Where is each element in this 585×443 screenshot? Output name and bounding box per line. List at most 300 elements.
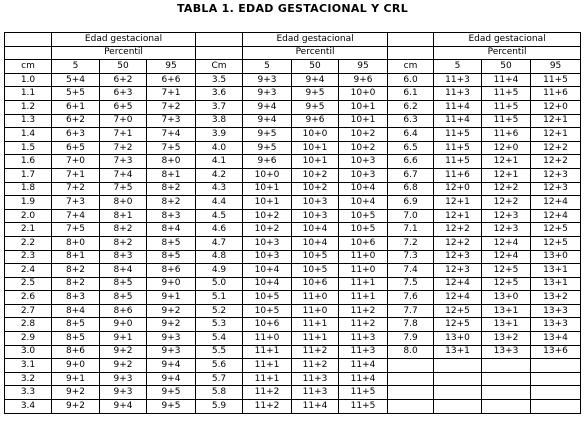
cm-cell: 6.0 bbox=[388, 73, 434, 87]
table-row bbox=[5, 400, 581, 414]
p50-cell: 11+0 bbox=[292, 291, 339, 305]
p50-cell: 12+2 bbox=[482, 196, 531, 210]
cm-cell: 2.3 bbox=[5, 250, 52, 264]
p50-cell: 11+0 bbox=[292, 304, 339, 318]
p5-cell: 7+3 bbox=[52, 196, 100, 210]
p95-cell: 11+1 bbox=[339, 291, 388, 305]
p50-cell: 6+2 bbox=[100, 73, 147, 87]
cm-cell: 7.6 bbox=[388, 291, 434, 305]
cm-cell: 3.7 bbox=[196, 100, 243, 114]
p95-cell: 11+3 bbox=[339, 345, 388, 359]
cm-cell: 4.7 bbox=[196, 236, 243, 250]
p5-cell: 12+2 bbox=[434, 236, 482, 250]
p5-cell: 7+1 bbox=[52, 168, 100, 182]
p50-cell: 11+1 bbox=[292, 332, 339, 346]
p50-cell: 12+4 bbox=[482, 236, 531, 250]
table-row bbox=[5, 155, 581, 169]
p5-cell: 12+5 bbox=[434, 318, 482, 332]
p95-cell: 11+6 bbox=[531, 87, 581, 101]
p5-cell: 10+3 bbox=[243, 236, 292, 250]
p5-cell: 11+4 bbox=[434, 100, 482, 114]
empty-cell bbox=[482, 359, 531, 373]
p5-cell: 11+5 bbox=[434, 141, 482, 155]
p50-cell: 11+3 bbox=[292, 386, 339, 400]
empty-cell bbox=[482, 372, 531, 386]
p95-cell: 9+5 bbox=[147, 400, 196, 414]
p5-cell: 6+1 bbox=[52, 100, 100, 114]
cm-cell: 3.0 bbox=[5, 345, 52, 359]
p5-cell: 11+1 bbox=[243, 359, 292, 373]
cm-cell: 1.7 bbox=[5, 168, 52, 182]
cm-cell: 5.8 bbox=[196, 386, 243, 400]
p95-cell: 10+3 bbox=[339, 155, 388, 169]
p95-cell: 9+3 bbox=[147, 332, 196, 346]
p5-cell: 12+4 bbox=[434, 277, 482, 291]
p95-cell: 11+2 bbox=[339, 318, 388, 332]
cm-cell: 8.0 bbox=[388, 345, 434, 359]
p5-cell: 11+0 bbox=[243, 332, 292, 346]
p95-cell: 8+0 bbox=[147, 155, 196, 169]
p95-cell: 13+6 bbox=[531, 345, 581, 359]
p5-cell: 6+3 bbox=[52, 128, 100, 142]
p5-cell: 7+4 bbox=[52, 209, 100, 223]
cm-cell: 7.7 bbox=[388, 304, 434, 318]
p95-cell: 12+0 bbox=[531, 100, 581, 114]
cm-cell: 6.7 bbox=[388, 168, 434, 182]
p50-cell: 10+5 bbox=[292, 264, 339, 278]
cm-cell: 3.5 bbox=[196, 73, 243, 87]
p95-cell: 11+5 bbox=[531, 73, 581, 87]
p95-cell: 7+4 bbox=[147, 128, 196, 142]
p50-cell: 10+3 bbox=[292, 209, 339, 223]
p5-cell: 10+1 bbox=[243, 182, 292, 196]
p5-cell: 7+0 bbox=[52, 155, 100, 169]
cm-cell: 7.0 bbox=[388, 209, 434, 223]
cm-cell: 7.4 bbox=[388, 264, 434, 278]
p5-cell: 8+5 bbox=[52, 318, 100, 332]
p50-cell: 10+4 bbox=[292, 236, 339, 250]
cm-cell: 2.8 bbox=[5, 318, 52, 332]
p95-cell: 10+1 bbox=[339, 100, 388, 114]
cm-cell: 2.6 bbox=[5, 291, 52, 305]
p5-cell: 12+4 bbox=[434, 291, 482, 305]
table-row bbox=[5, 168, 581, 182]
p50-cell: 12+2 bbox=[482, 182, 531, 196]
p5-cell: 9+5 bbox=[243, 141, 292, 155]
p5-cell: 11+2 bbox=[243, 400, 292, 414]
table-row bbox=[5, 332, 581, 346]
empty-cell bbox=[434, 372, 482, 386]
cm-cell: 1.4 bbox=[5, 128, 52, 142]
p95-cell: 12+4 bbox=[531, 196, 581, 210]
cm-cell: 2.1 bbox=[5, 223, 52, 237]
p95-cell: 6+6 bbox=[147, 73, 196, 87]
p95-cell: 8+2 bbox=[147, 196, 196, 210]
p5-cell: 11+1 bbox=[243, 345, 292, 359]
p5-cell: 10+3 bbox=[243, 250, 292, 264]
p50-cell: 13+2 bbox=[482, 332, 531, 346]
header-p5: 5 bbox=[52, 60, 100, 74]
p95-cell: 10+2 bbox=[339, 128, 388, 142]
p50-cell: 13+1 bbox=[482, 318, 531, 332]
p50-cell: 6+5 bbox=[100, 100, 147, 114]
p95-cell: 8+1 bbox=[147, 168, 196, 182]
header-row-columns bbox=[5, 60, 581, 74]
p5-cell: 12+5 bbox=[434, 304, 482, 318]
p50-cell: 12+5 bbox=[482, 277, 531, 291]
header-p95: 95 bbox=[531, 60, 581, 74]
p50-cell: 8+1 bbox=[100, 209, 147, 223]
cm-cell: 4.6 bbox=[196, 223, 243, 237]
p5-cell: 8+6 bbox=[52, 345, 100, 359]
empty-cell bbox=[482, 386, 531, 400]
p50-cell: 11+1 bbox=[292, 318, 339, 332]
cm-cell: 2.9 bbox=[5, 332, 52, 346]
cm-cell: 5.2 bbox=[196, 304, 243, 318]
cm-cell: 5.7 bbox=[196, 372, 243, 386]
cm-cell: 1.3 bbox=[5, 114, 52, 128]
cm-cell: 6.4 bbox=[388, 128, 434, 142]
empty-cell bbox=[388, 372, 434, 386]
p5-cell: 10+5 bbox=[243, 304, 292, 318]
p50-cell: 12+3 bbox=[482, 209, 531, 223]
header-blank-cell bbox=[196, 33, 243, 47]
p50-cell: 10+3 bbox=[292, 196, 339, 210]
p50-cell: 9+0 bbox=[100, 318, 147, 332]
empty-cell bbox=[531, 400, 581, 414]
header-p50: 50 bbox=[292, 60, 339, 74]
p5-cell: 8+2 bbox=[52, 264, 100, 278]
cm-cell: 6.6 bbox=[388, 155, 434, 169]
header-percentil: Percentil bbox=[52, 46, 196, 60]
p50-cell: 10+1 bbox=[292, 141, 339, 155]
p5-cell: 8+4 bbox=[52, 304, 100, 318]
p50-cell: 8+5 bbox=[100, 291, 147, 305]
p5-cell: 7+2 bbox=[52, 182, 100, 196]
table-row bbox=[5, 250, 581, 264]
p50-cell: 10+2 bbox=[292, 168, 339, 182]
p95-cell: 7+3 bbox=[147, 114, 196, 128]
table-row bbox=[5, 223, 581, 237]
p50-cell: 7+5 bbox=[100, 182, 147, 196]
table-row bbox=[5, 73, 581, 87]
p50-cell: 12+4 bbox=[482, 250, 531, 264]
cm-cell: 5.1 bbox=[196, 291, 243, 305]
p95-cell: 11+5 bbox=[339, 400, 388, 414]
p95-cell: 9+6 bbox=[339, 73, 388, 87]
p95-cell: 12+2 bbox=[531, 141, 581, 155]
table-row bbox=[5, 100, 581, 114]
header-p50: 50 bbox=[482, 60, 531, 74]
cm-cell: 7.9 bbox=[388, 332, 434, 346]
cm-cell: 3.9 bbox=[196, 128, 243, 142]
p5-cell: 11+6 bbox=[434, 168, 482, 182]
p95-cell: 12+1 bbox=[531, 128, 581, 142]
p50-cell: 11+4 bbox=[482, 73, 531, 87]
p95-cell: 11+3 bbox=[339, 332, 388, 346]
p50-cell: 8+4 bbox=[100, 264, 147, 278]
p95-cell: 8+2 bbox=[147, 182, 196, 196]
cm-cell: 7.5 bbox=[388, 277, 434, 291]
p5-cell: 10+2 bbox=[243, 223, 292, 237]
p95-cell: 12+3 bbox=[531, 168, 581, 182]
header-blank-cell bbox=[388, 46, 434, 60]
header-percentil: Percentil bbox=[243, 46, 388, 60]
p50-cell: 8+5 bbox=[100, 277, 147, 291]
p50-cell: 9+4 bbox=[100, 400, 147, 414]
p95-cell: 10+0 bbox=[339, 87, 388, 101]
p95-cell: 7+2 bbox=[147, 100, 196, 114]
p5-cell: 9+3 bbox=[243, 73, 292, 87]
empty-cell bbox=[434, 400, 482, 414]
p95-cell: 13+0 bbox=[531, 250, 581, 264]
p95-cell: 11+1 bbox=[339, 277, 388, 291]
cm-cell: 3.2 bbox=[5, 372, 52, 386]
header-p5: 5 bbox=[243, 60, 292, 74]
p5-cell: 10+5 bbox=[243, 291, 292, 305]
p5-cell: 10+4 bbox=[243, 264, 292, 278]
p95-cell: 9+5 bbox=[147, 386, 196, 400]
p95-cell: 9+4 bbox=[147, 372, 196, 386]
cm-cell: 1.5 bbox=[5, 141, 52, 155]
cm-cell: 6.8 bbox=[388, 182, 434, 196]
p95-cell: 9+3 bbox=[147, 345, 196, 359]
p5-cell: 10+1 bbox=[243, 196, 292, 210]
p50-cell: 6+3 bbox=[100, 87, 147, 101]
p5-cell: 9+0 bbox=[52, 359, 100, 373]
cm-cell: 4.9 bbox=[196, 264, 243, 278]
cm-cell: 3.4 bbox=[5, 400, 52, 414]
p95-cell: 10+4 bbox=[339, 182, 388, 196]
p95-cell: 10+2 bbox=[339, 141, 388, 155]
p5-cell: 8+1 bbox=[52, 250, 100, 264]
empty-cell bbox=[434, 386, 482, 400]
cm-cell: 1.6 bbox=[5, 155, 52, 169]
empty-cell bbox=[531, 372, 581, 386]
p50-cell: 11+2 bbox=[292, 359, 339, 373]
cm-cell: 4.8 bbox=[196, 250, 243, 264]
p95-cell: 11+0 bbox=[339, 250, 388, 264]
p50-cell: 13+1 bbox=[482, 304, 531, 318]
gestational-age-table bbox=[4, 32, 581, 414]
p95-cell: 11+0 bbox=[339, 264, 388, 278]
p95-cell: 9+2 bbox=[147, 318, 196, 332]
p95-cell: 8+3 bbox=[147, 209, 196, 223]
header-blank-cell bbox=[388, 33, 434, 47]
table-row bbox=[5, 182, 581, 196]
cm-cell: 2.7 bbox=[5, 304, 52, 318]
header-edad-gestacional: Edad gestacional bbox=[434, 33, 581, 47]
cm-cell: 7.3 bbox=[388, 250, 434, 264]
p50-cell: 9+1 bbox=[100, 332, 147, 346]
p95-cell: 9+0 bbox=[147, 277, 196, 291]
cm-cell: 4.5 bbox=[196, 209, 243, 223]
p95-cell: 10+3 bbox=[339, 168, 388, 182]
p50-cell: 11+5 bbox=[482, 114, 531, 128]
table-row bbox=[5, 209, 581, 223]
p5-cell: 11+3 bbox=[434, 73, 482, 87]
p50-cell: 12+3 bbox=[482, 223, 531, 237]
p95-cell: 13+4 bbox=[531, 332, 581, 346]
empty-cell bbox=[531, 359, 581, 373]
header-blank-cell bbox=[196, 46, 243, 60]
table-row bbox=[5, 386, 581, 400]
p5-cell: 13+0 bbox=[434, 332, 482, 346]
p95-cell: 10+1 bbox=[339, 114, 388, 128]
cm-cell: 1.1 bbox=[5, 87, 52, 101]
table-row bbox=[5, 141, 581, 155]
p95-cell: 9+1 bbox=[147, 291, 196, 305]
header-blank-cell bbox=[5, 33, 52, 47]
p50-cell: 9+3 bbox=[100, 386, 147, 400]
cm-cell: 6.9 bbox=[388, 196, 434, 210]
cm-cell: 2.0 bbox=[5, 209, 52, 223]
p50-cell: 9+2 bbox=[100, 359, 147, 373]
table-row bbox=[5, 359, 581, 373]
table-row bbox=[5, 236, 581, 250]
cm-cell: 4.0 bbox=[196, 141, 243, 155]
header-p50: 50 bbox=[100, 60, 147, 74]
table-row bbox=[5, 264, 581, 278]
p50-cell: 11+5 bbox=[482, 87, 531, 101]
p50-cell: 10+1 bbox=[292, 155, 339, 169]
cm-cell: 3.8 bbox=[196, 114, 243, 128]
p5-cell: 9+5 bbox=[243, 128, 292, 142]
p95-cell: 8+4 bbox=[147, 223, 196, 237]
p5-cell: 9+3 bbox=[243, 87, 292, 101]
p50-cell: 13+3 bbox=[482, 345, 531, 359]
p95-cell: 10+6 bbox=[339, 236, 388, 250]
cm-cell: 4.4 bbox=[196, 196, 243, 210]
p95-cell: 13+1 bbox=[531, 277, 581, 291]
header-p95: 95 bbox=[339, 60, 388, 74]
cm-cell: 5.9 bbox=[196, 400, 243, 414]
p95-cell: 9+2 bbox=[147, 304, 196, 318]
p50-cell: 11+4 bbox=[292, 400, 339, 414]
cm-cell: 7.2 bbox=[388, 236, 434, 250]
cm-cell: 5.6 bbox=[196, 359, 243, 373]
table-row bbox=[5, 114, 581, 128]
p95-cell: 12+2 bbox=[531, 155, 581, 169]
p5-cell: 9+6 bbox=[243, 155, 292, 169]
p5-cell: 8+0 bbox=[52, 236, 100, 250]
p5-cell: 11+4 bbox=[434, 114, 482, 128]
p95-cell: 8+5 bbox=[147, 236, 196, 250]
p50-cell: 9+5 bbox=[292, 100, 339, 114]
cm-cell: 5.3 bbox=[196, 318, 243, 332]
cm-cell: 3.1 bbox=[5, 359, 52, 373]
p5-cell: 10+4 bbox=[243, 277, 292, 291]
cm-cell: 1.9 bbox=[5, 196, 52, 210]
p95-cell: 13+2 bbox=[531, 291, 581, 305]
header-cm: Cm bbox=[196, 60, 243, 74]
table-row bbox=[5, 318, 581, 332]
table-row bbox=[5, 87, 581, 101]
p5-cell: 9+2 bbox=[52, 400, 100, 414]
p5-cell: 5+5 bbox=[52, 87, 100, 101]
cm-cell: 4.1 bbox=[196, 155, 243, 169]
p95-cell: 7+1 bbox=[147, 87, 196, 101]
empty-cell bbox=[388, 400, 434, 414]
p5-cell: 9+1 bbox=[52, 372, 100, 386]
header-blank-cell bbox=[5, 46, 52, 60]
p95-cell: 12+5 bbox=[531, 236, 581, 250]
p5-cell: 12+1 bbox=[434, 209, 482, 223]
p95-cell: 11+4 bbox=[339, 359, 388, 373]
table-row bbox=[5, 372, 581, 386]
cm-cell: 5.0 bbox=[196, 277, 243, 291]
table-row bbox=[5, 345, 581, 359]
p50-cell: 11+2 bbox=[292, 345, 339, 359]
cm-cell: 3.6 bbox=[196, 87, 243, 101]
cm-cell: 5.5 bbox=[196, 345, 243, 359]
p5-cell: 5+4 bbox=[52, 73, 100, 87]
p50-cell: 8+2 bbox=[100, 223, 147, 237]
p50-cell: 8+6 bbox=[100, 304, 147, 318]
p5-cell: 10+2 bbox=[243, 209, 292, 223]
p50-cell: 10+5 bbox=[292, 250, 339, 264]
p5-cell: 12+2 bbox=[434, 223, 482, 237]
p50-cell: 11+6 bbox=[482, 128, 531, 142]
p50-cell: 7+1 bbox=[100, 128, 147, 142]
empty-cell bbox=[388, 386, 434, 400]
cm-cell: 5.4 bbox=[196, 332, 243, 346]
p50-cell: 9+5 bbox=[292, 87, 339, 101]
p50-cell: 11+3 bbox=[292, 372, 339, 386]
p50-cell: 7+3 bbox=[100, 155, 147, 169]
p5-cell: 8+2 bbox=[52, 277, 100, 291]
p5-cell: 9+4 bbox=[243, 100, 292, 114]
p5-cell: 9+4 bbox=[243, 114, 292, 128]
p50-cell: 8+0 bbox=[100, 196, 147, 210]
p5-cell: 12+3 bbox=[434, 264, 482, 278]
p5-cell: 11+5 bbox=[434, 155, 482, 169]
table-title: TABLA 1. EDAD GESTACIONAL Y CRL bbox=[176, 2, 409, 15]
table-row bbox=[5, 128, 581, 142]
table-row bbox=[5, 196, 581, 210]
cm-cell: 3.3 bbox=[5, 386, 52, 400]
cm-cell: 2.4 bbox=[5, 264, 52, 278]
p95-cell: 10+5 bbox=[339, 223, 388, 237]
p50-cell: 9+4 bbox=[292, 73, 339, 87]
header-edad-gestacional: Edad gestacional bbox=[52, 33, 196, 47]
p50-cell: 12+0 bbox=[482, 141, 531, 155]
p5-cell: 12+1 bbox=[434, 196, 482, 210]
header-cm: cm bbox=[388, 60, 434, 74]
p50-cell: 7+0 bbox=[100, 114, 147, 128]
p95-cell: 7+5 bbox=[147, 141, 196, 155]
cm-cell: 6.2 bbox=[388, 100, 434, 114]
p5-cell: 11+5 bbox=[434, 128, 482, 142]
table-row bbox=[5, 304, 581, 318]
p50-cell: 11+5 bbox=[482, 100, 531, 114]
empty-cell bbox=[531, 386, 581, 400]
cm-cell: 2.2 bbox=[5, 236, 52, 250]
p50-cell: 9+6 bbox=[292, 114, 339, 128]
p50-cell: 9+2 bbox=[100, 345, 147, 359]
header-cm: cm bbox=[5, 60, 52, 74]
p5-cell: 10+0 bbox=[243, 168, 292, 182]
cm-cell: 4.3 bbox=[196, 182, 243, 196]
cm-cell: 7.1 bbox=[388, 223, 434, 237]
cm-cell: 1.2 bbox=[5, 100, 52, 114]
p95-cell: 11+4 bbox=[339, 372, 388, 386]
p5-cell: 8+3 bbox=[52, 291, 100, 305]
p50-cell: 10+4 bbox=[292, 223, 339, 237]
p5-cell: 6+2 bbox=[52, 114, 100, 128]
p95-cell: 12+4 bbox=[531, 209, 581, 223]
p95-cell: 12+5 bbox=[531, 223, 581, 237]
